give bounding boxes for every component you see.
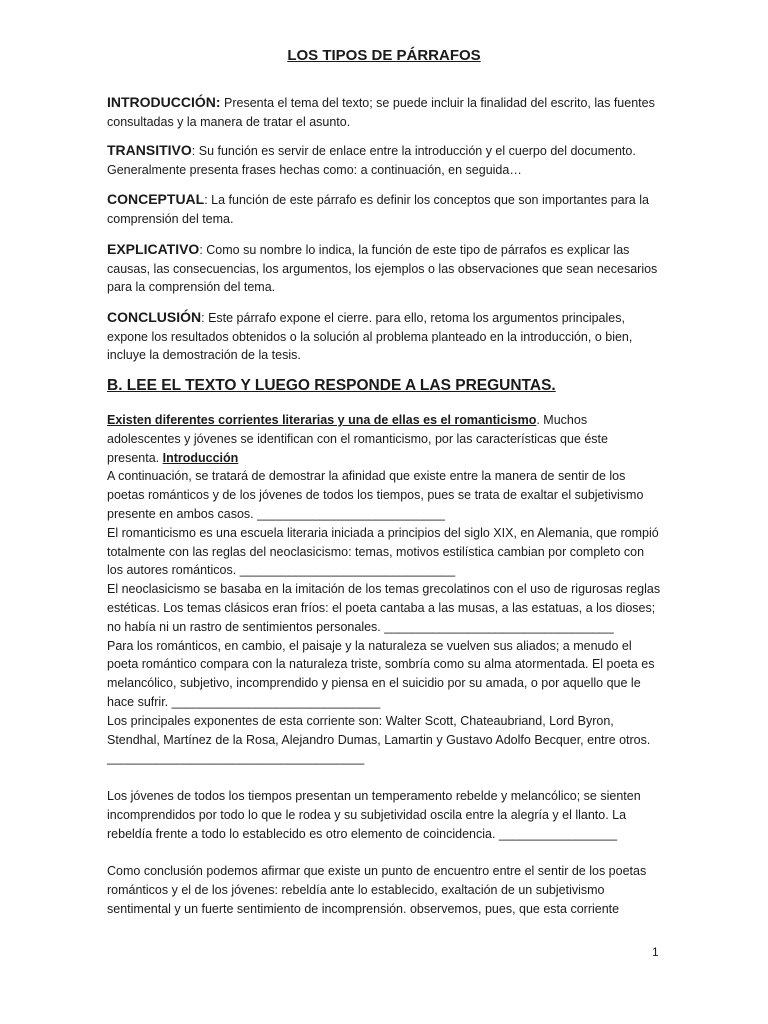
definition-conceptual bbox=[107, 190, 667, 228]
reading-text bbox=[107, 411, 663, 919]
section-b-heading: B. LEE EL TEXTO Y LUEGO RESPONDE A LAS PREGUNTAS. bbox=[107, 377, 556, 394]
definition-introduccion bbox=[107, 93, 667, 131]
definition-text: : Como su nombre lo indica, la función de este tipo de párrafos es explicar las causas, las consecuencias, los argumentos, los ejemplos o las observaciones que sean necesarios para la comprensión del tema. bbox=[107, 243, 658, 294]
page-number: 1 bbox=[652, 945, 659, 959]
paragraph-type-answer: Introducción bbox=[162, 450, 239, 465]
definition-term: INTRODUCCIÓN: bbox=[107, 94, 221, 110]
reading-paragraph: El romanticismo es una escuela literaria iniciada a principios del siglo XIX, en Alemania, que rompió totalmente con las reglas del neoclasicismo: temas, motivos estilística cambian por completo con los autores románticos. _______________________________ bbox=[107, 525, 659, 578]
definition-text: : Este párrafo expone el cierre. para ello, retoma los argumentos principales, expone los resultados obtenidos o la solución al problema planteado en la introducción, o bien, incluye la demostración de la tesis. bbox=[107, 311, 633, 362]
reading-paragraph: A continuación, se tratará de demostrar la afinidad que existe entre la manera de sentir de los poetas románticos y de los jóvenes de todos los tiempos, pues se trata de exaltar el subjetivismo presente en ambos casos. ___________________________ bbox=[107, 469, 644, 521]
reading-paragraph: El neoclasicismo se basaba en la imitación de los temas grecolatinos con el uso de rigurosas reglas estéticas. Los temas clásicos eran fríos: el poeta cantaba a las musas, a las estatuas, a los dioses; no había ni un rastro de sentimientos personales. _________________________________ bbox=[107, 582, 661, 634]
paragraph-spacer bbox=[107, 768, 663, 787]
definition-text: : Su función es servir de enlace entre la introducción y el cuerpo del documento. Generalmente presenta frases hechas como: a continuación, en seguida… bbox=[107, 144, 636, 177]
definition-term: CONCEPTUAL bbox=[107, 191, 205, 207]
reading-paragraph bbox=[107, 411, 663, 467]
reading-paragraph: Para los románticos, en cambio, el paisaje y la naturaleza se vuelven sus aliados; a menudo el poeta romántico compara con la naturaleza triste, sombría como su alma atormentada. El poeta es melancólico, subjetivo, incomprendido y piensa en el suicidio por su amada, o por aquello que le hace sufrir. ______________________________ bbox=[107, 638, 655, 709]
paragraph-spacer bbox=[107, 843, 663, 862]
definition-explicativo bbox=[107, 240, 667, 297]
definition-text: : La función de este párrafo es definir los conceptos que son importantes para la comprensión del tema. bbox=[107, 193, 649, 226]
definition-conclusion bbox=[107, 308, 667, 365]
reading-paragraph: Los jóvenes de todos los tiempos presentan un temperamento rebelde y melancólico; se sienten incomprendidos por todo lo que le rodea y su subjetividad oscila entre la alegría y el llanto. La rebeldía frente a todo lo establecido es otro elemento de coincidencia. _________________ bbox=[107, 788, 641, 841]
definition-term: EXPLICATIVO bbox=[107, 241, 200, 257]
definition-term: TRANSITIVO bbox=[107, 142, 192, 158]
definition-term: CONCLUSIÓN bbox=[107, 309, 202, 325]
definition-transitivo bbox=[107, 141, 667, 179]
reading-lead-sentence: Existen diferentes corrientes literarias y una de ellas es el romanticismo bbox=[107, 413, 537, 427]
reading-paragraph: Como conclusión podemos afirmar que existe un punto de encuentro entre el sentir de los poetas románticos y el de los jóvenes: rebeldía ante lo establecido, exaltación de un subjetivismo sentimental y un fuerte sentimiento de incomprensión. observemos, pues, que esta corriente bbox=[107, 864, 647, 916]
reading-paragraph-text: . Muchos adolescentes y jóvenes se identifican con el romanticismo, por las características que éste presenta. bbox=[107, 413, 608, 465]
page-title: LOS TIPOS DE PÁRRAFOS bbox=[287, 47, 481, 64]
definition-text: Presenta el tema del texto; se puede incluir la finalidad del escrito, las fuentes consultadas y la manera de tratar el asunto. bbox=[107, 96, 655, 129]
reading-paragraph: Los principales exponentes de esta corriente son: Walter Scott, Chateaubriand, Lord Byron, Stendhal, Martínez de la Rosa, Alejandro Dumas, Lamartin y Gustavo Adolfo Becquer, entre otros. _____________________________________ bbox=[107, 713, 651, 766]
